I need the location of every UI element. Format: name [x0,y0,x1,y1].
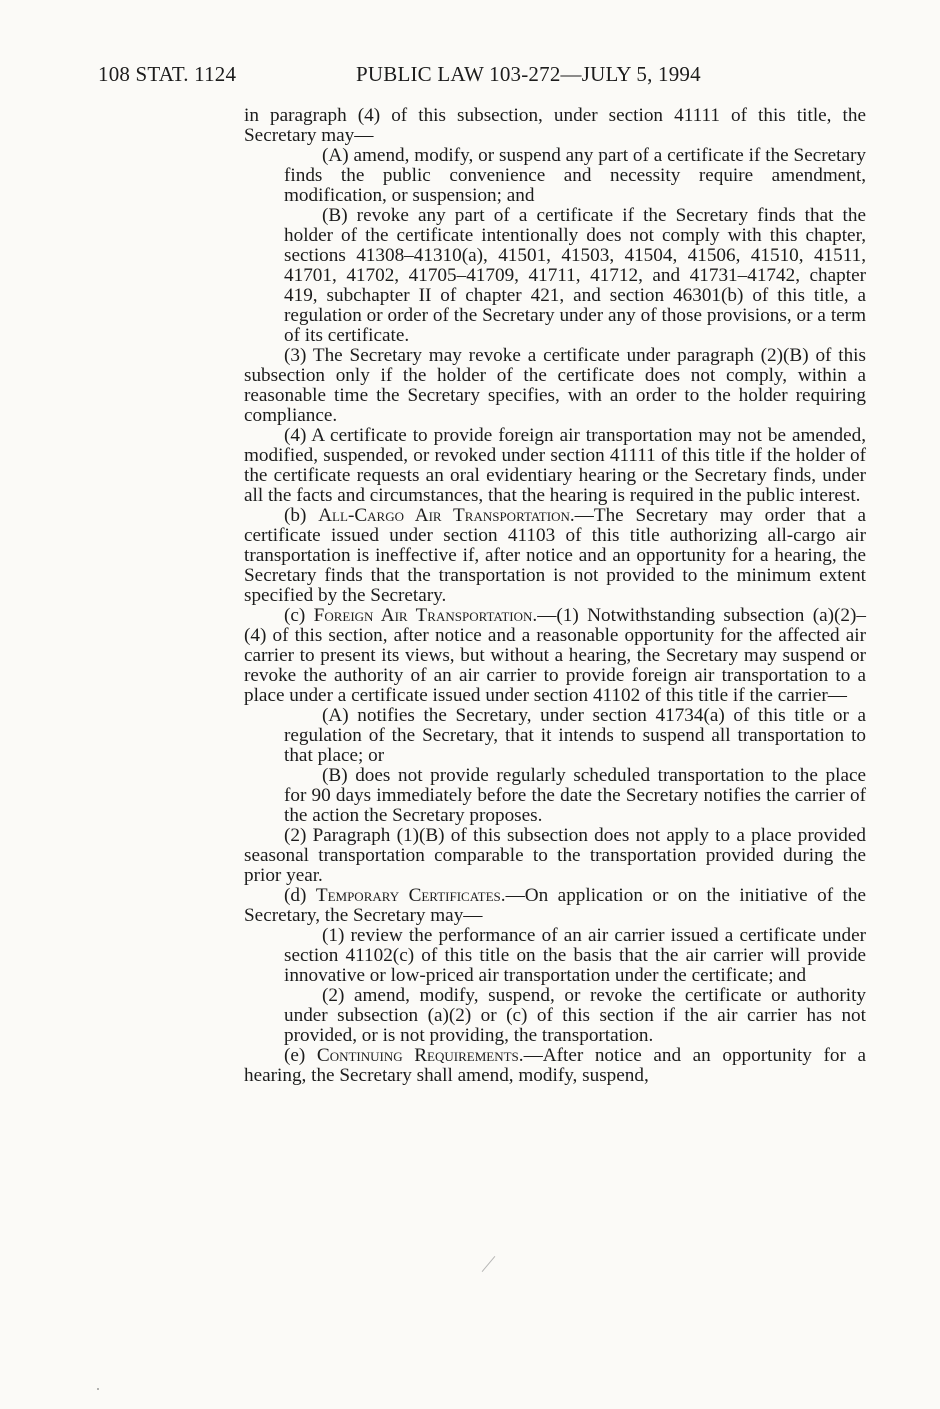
subsection-c-lead: (c) [284,605,314,626]
scan-mark [482,1256,496,1272]
subsection-b-lead: (b) [284,505,319,526]
subsection-d [244,886,866,926]
subsection-d-lead: (d) [284,885,316,906]
paragraph-3: (3) The Secretary may revoke a certificate under paragraph (2)(B) of this subsection only if the holder of the certificate does not comply, within a reasonable time the Secretary specifies, with an order to the holder requiring compliance. [244,345,866,426]
subsection-b-heading: All-Cargo Air Transportation. [318,505,575,526]
statute-citation: 108 STAT. 1124 [98,62,237,86]
subsection-e [244,1046,866,1086]
subsection-c-paragraph-2: (2) Paragraph (1)(B) of this subsection does not apply to a place provided seasonal transportation comparable to the transportation provided during the prior year. [244,825,866,886]
subsection-c-clause-b: (B) does not provide regularly scheduled transportation to the place for 90 days immediately before the date the Secretary notifies the carrier of the action the Secretary proposes. [284,765,866,826]
subsection-e-heading: Continuing Requirements. [316,1045,524,1066]
subsection-c [244,606,866,706]
subsection-b [244,506,866,606]
body-text [244,106,866,1086]
paragraph-continuation: in paragraph (4) of this subsection, under section 41111 of this title, the Secretary may— [244,105,866,146]
subsection-d-item-2: (2) amend, modify, suspend, or revoke the certificate or authority under subsection (a)(2) or (c) of this section if the air carrier has not provided, or is not providing, the transportation. [284,985,866,1046]
subsection-e-lead: (e) [284,1045,317,1066]
subsection-d-text: —On application or on the initiative of the Secretary, the Secretary may— [244,885,866,926]
subsection-c-text: —(1) Notwithstanding subsection (a)(2)–(4) of this section, after notice and a reasonable opportunity for the affected air carrier to present its views, but without a hearing, the Secretary may suspend or revoke the authority of an air carrier to provide foreign air transportation to a place under a certificate issued under section 41102 of this title if the carrier— [244,605,867,706]
running-title: PUBLIC LAW 103-272—JULY 5, 1994 [356,62,701,86]
subparagraph-a: (A) amend, modify, or suspend any part of a certificate if the Secretary finds the public convenience and necessity require amendment, modification, or suspension; and [284,145,866,206]
subsection-b-text: —The Secretary may order that a certificate issued under section 41103 of this title authorizing all-cargo air transportation is ineffective if, after notice and an opportunity for a hearing, the Secretary finds that the transportation is not provided to the minimum extent specified by the Secretary. [244,505,867,606]
subparagraph-b: (B) revoke any part of a certificate if the Secretary finds that the holder of the certificate intentionally does not comply with this chapter, sections 41308–41310(a), 41501, 41503, 41504, 41506, 41510, 41511, 41701, 41702, 41705–41709, 41711, 41712, and 41731–41742, chapter 419, subchapter II of chapter 421, and section 46301(b) of this title, a regulation or order of the Secretary under any of those provisions, or a term of its certificate. [284,205,866,346]
subsection-e-text: —After notice and an opportunity for a hearing, the Secretary shall amend, modify, suspend, [244,1045,867,1086]
subsection-d-heading: Temporary Certificates. [315,885,506,906]
scan-dot [97,1388,99,1390]
subsection-c-clause-a: (A) notifies the Secretary, under section 41734(a) of this title or a regulation of the Secretary, that it intends to suspend all transportation to that place; or [284,705,866,766]
paragraph-4: (4) A certificate to provide foreign air transportation may not be amended, modified, suspended, or revoked under section 41111 of this title if the holder of the certificate requests an oral evidentiary hearing or the Secretary finds, under all the facts and circumstances, that the hearing is required in the public interest. [244,425,866,506]
subsection-c-heading: Foreign Air Transportation. [313,605,538,626]
subsection-d-item-1: (1) review the performance of an air carrier issued a certificate under section 41102(c) of this title on the basis that the air carrier will provide innovative or low-priced air transportation under the certificate; and [284,925,866,986]
